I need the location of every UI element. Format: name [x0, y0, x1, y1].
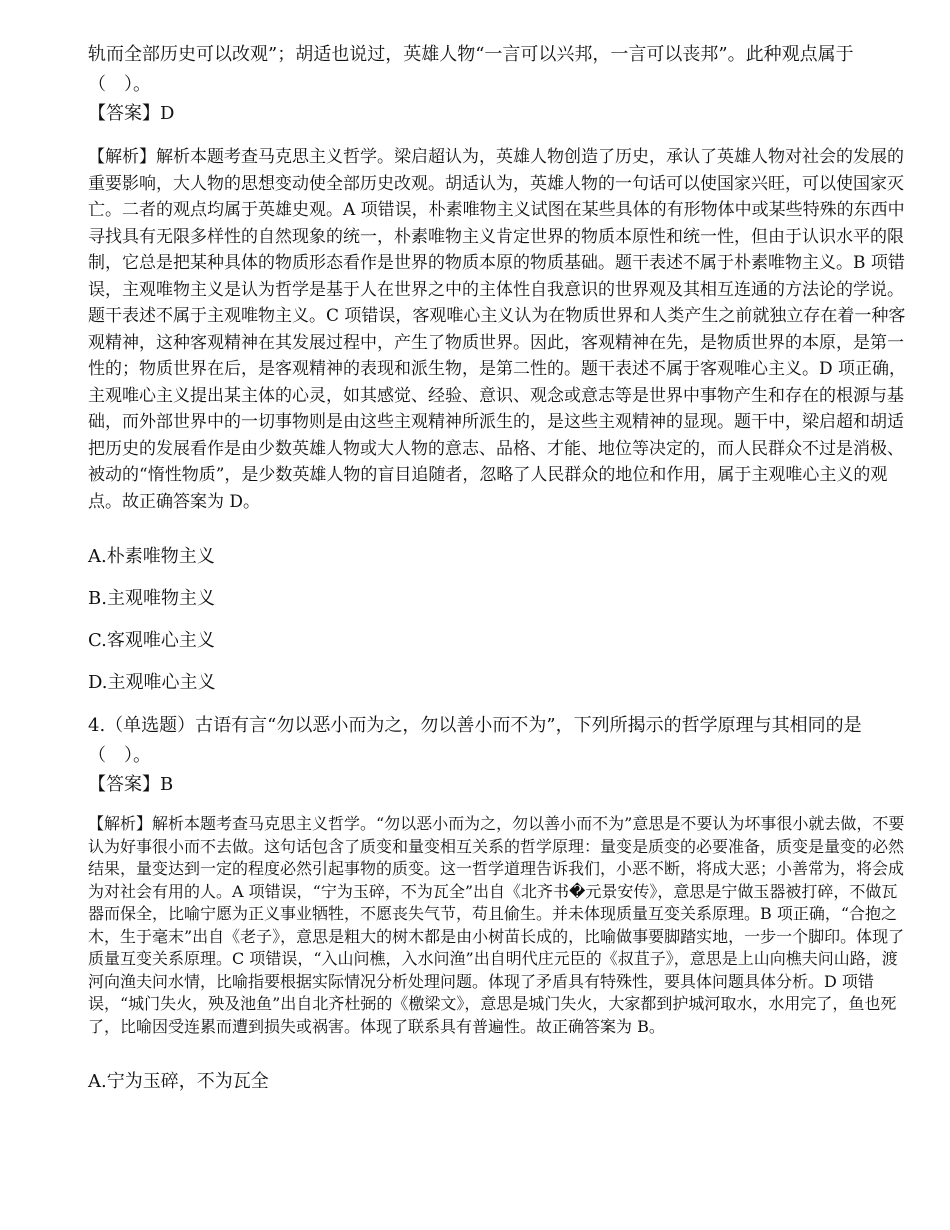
question-4-answer: 【答案】B	[88, 774, 174, 795]
question-3-block	[88, 40, 910, 697]
question-3-option-a: A.朴素唯物主义	[88, 546, 215, 567]
question-3-option-b: B.主观唯物主义	[88, 588, 215, 609]
question-4-options	[88, 1068, 910, 1096]
question-4-option-a: A.宁为玉碎，不为瓦全	[88, 1071, 269, 1092]
question-4-block	[88, 711, 910, 1096]
document-page	[88, 40, 910, 1110]
question-4-analysis: 【解析】解析本题考查马克思主义哲学。“勿以恶小而为之，勿以善小而不为”意思是不要认为坏事很小就去做，不要认为好事很小而不去做。这句话包含了质变和量变相互关系的哲学原理：量变是质变的必要准备，质变是量变的必然结果，量变达到一定的程度必然引起事物的质变。这一哲学道理告诉我们，小恶不断，将成大恶；小善常为，将会成为对社会有用的人。A 项错误，“宁为玉碎，不为瓦全”出自《北齐书�元景安传》，意思是宁做玉器被打碎，不做瓦器而保全，比喻宁愿为正义事业牺牲，不愿丧失气节，苟且偷生。并未体现质量互变关系原理。B 项正确，“合抱之木，生于毫末”出自《老子》，意思是粗大的树木都是由小树苗长成的，比喻做事要脚踏实地，一步一个脚印。体现了质量互变关系原理。C 项错误，“入山问樵，入水问渔”出自明代庄元臣的《叔苴子》，意思是上山向樵夫问山路，渡河向渔夫问水情，比喻指要根据实际情况分析处理问题。体现了矛盾具有特殊性，要具体问题具体分析。D 项错误，“城门失火，殃及池鱼”出自北齐杜弼的《檄梁文》，意思是城门失火，大家都到护城河取水，水用完了，鱼也死了，比喻因受连累而遭到损失或祸害。体现了联系具有普遍性。故正确答案为 B。	[88, 814, 905, 1036]
question-3-answer: 【答案】D	[88, 103, 175, 124]
question-3-options	[88, 543, 910, 697]
question-4-title: 4.（单选题）古语有言“勿以恶小而为之，勿以善小而不为”，下列所揭示的哲学原理与其相同的是（ ）。	[88, 715, 862, 766]
question-3-option-c: C.客观唯心主义	[88, 630, 215, 651]
question-3-analysis: 【解析】解析本题考查马克思主义哲学。梁启超认为，英雄人物创造了历史，承认了英雄人物对社会的发展的重要影响，大人物的思想变动使全部历史改观。胡适认为，英雄人物的一句话可以使国家兴旺，可以使国家灭亡。二者的观点均属于英雄史观。A 项错误，朴素唯物主义试图在某些具体的有形物体中或某些特殊的东西中寻找具有无限多样性的自然现象的统一，朴素唯物主义肯定世界的物质本原性和统一性，但由于认识水平的限制，它总是把某种具体的物质形态看作是世界的物质本原的物质基础。题干表述不属于朴素唯物主义。B 项错误，主观唯物主义是认为哲学是基于人在世界之中的主体性自我意识的世界观及其相互连通的方法论的学说。题干表述不属于主观唯物主义。C 项错误，客观唯心主义认为在物质世界和人类产生之前就独立存在着一种客观精神，这种客观精神在其发展过程中，产生了物质世界。因此，客观精神在先，是物质世界的本原，是第一性的；物质世界在后，是客观精神的表现和派生物，是第二性的。题干表述不属于客观唯心主义。D 项正确，主观唯心主义提出某主体的心灵，如其感觉、经验、意识、观念或意志等是世界中事物产生和存在的根源与基础，而外部世界中的一切事物则是由这些主观精神所派生的，是这些主观精神的显现。题干中，梁启超和胡适把历史的发展看作是由少数英雄人物或大人物的意志、品格、才能、地位等决定的，而人民群众不过是消极、被动的“惰性物质”，是少数英雄人物的盲目追随者，忽略了人民群众的地位和作用，属于主观唯心主义的观点。故正确答案为 D。	[88, 147, 907, 512]
question-3-stem-tail: 轨而全部历史可以改观”；胡适也说过，英雄人物“一言可以兴邦，一言可以丧邦”。此种观点属于（ ）。	[88, 44, 854, 95]
question-3-option-d: D.主观唯心主义	[88, 672, 216, 693]
